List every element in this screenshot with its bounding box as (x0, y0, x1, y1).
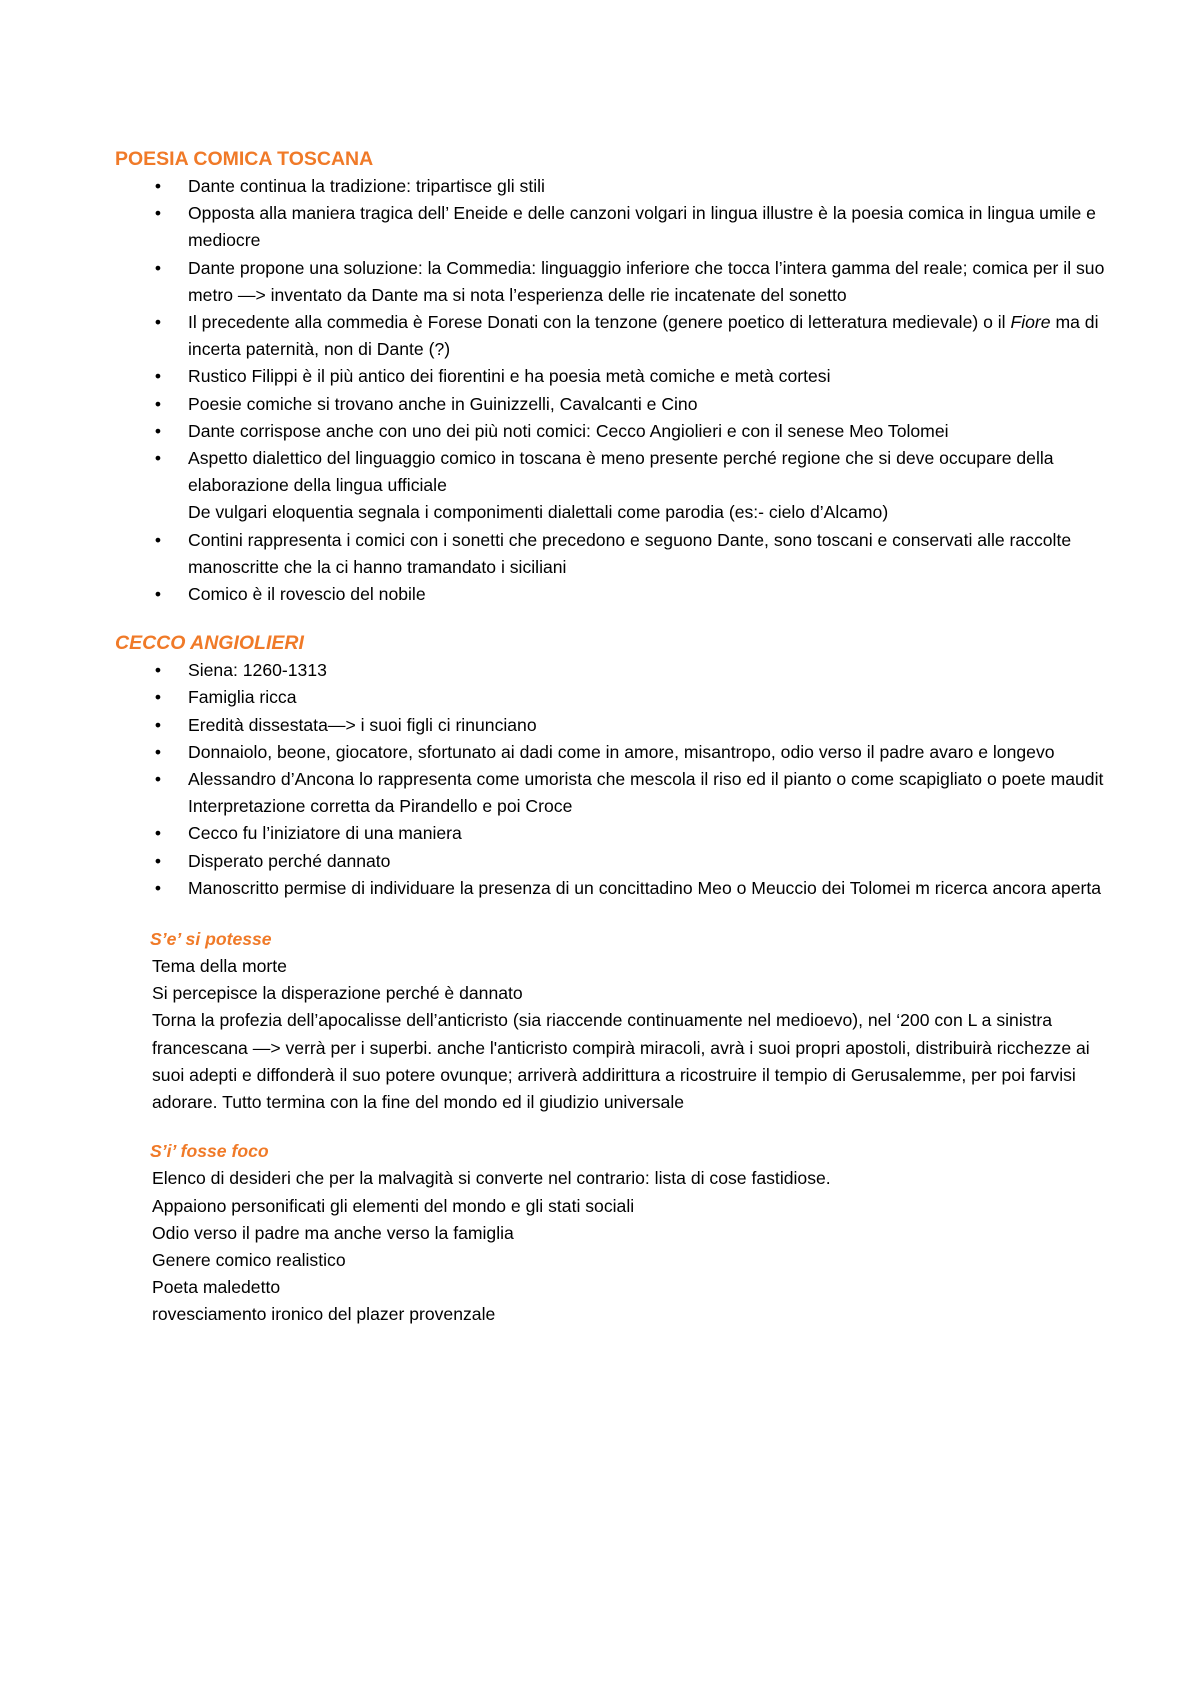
list-item-text: Dante propone una soluzione: la Commedia: linguaggio inferiore che tocca l’intera gamma del reale; comica per il suo metro —> inventato da Dante ma si nota l’esperienza delle rie incatenate del sonetto (188, 257, 1105, 305)
list-item-text: Dante corrispose anche con uno dei più noti comici: Cecco Angiolieri e con il senese Meo Tolomei (188, 420, 949, 441)
subsection-title-se-si-potesse: S’e’ si potesse (150, 929, 272, 950)
list-item (115, 445, 1105, 527)
section-title-poesia-comica: POESIA COMICA TOSCANA (115, 148, 374, 170)
paragraph-block-se-si-potesse (115, 953, 1105, 1116)
bullet-icon: • (154, 584, 162, 605)
list-item-text: Contini rappresenta i comici con i sonetti che precedono e seguono Dante, sono toscani e conservati alle raccolte manoscritte che la ci hanno tramandato i siciliani (188, 529, 1072, 577)
list-item (115, 309, 1105, 363)
list-item-text: Aspetto dialettico del linguaggio comico in toscana è meno presente perché regione che si deve occupare della elaborazione della lingua ufficiale (188, 448, 1054, 496)
paragraph-line: Appaiono personificati gli elementi del mondo e gli stati sociali (152, 1195, 635, 1216)
bullet-icon: • (154, 660, 162, 681)
list-item (115, 684, 1105, 711)
list-item (115, 527, 1105, 581)
list-item-text: Famiglia ricca (188, 687, 297, 708)
section-spacer (115, 608, 1105, 630)
list-item (115, 739, 1105, 766)
list-item-text: Comico è il rovescio del nobile (188, 584, 426, 605)
list-item-text: Rustico Filippi è il più antico dei fiorentini e ha poesia metà comiche e metà cortesi (188, 366, 831, 387)
list-item-text: Opposta alla maniera tragica dell’ Eneide e delle canzoni volgari in lingua illustre è la poesia comica in lingua umile e mediocre (188, 203, 1096, 251)
bullet-icon: • (154, 257, 162, 278)
bullet-icon: • (154, 823, 162, 844)
bullet-icon: • (154, 877, 162, 898)
bullet-icon: • (154, 741, 162, 762)
bullet-icon: • (154, 687, 162, 708)
bullet-icon: • (154, 448, 162, 469)
bullet-icon: • (154, 714, 162, 735)
list-item-text: Disperato perché dannato (188, 850, 391, 871)
list-item-continuation: Interpretazione corretta da Pirandello e poi Croce (188, 796, 573, 817)
list-item-text: Alessandro d’Ancona lo rappresenta come umorista che mescola il riso ed il pianto o come scapigliato o poete maudit (188, 769, 1104, 790)
list-item-text: Poesie comiche si trovano anche in Guinizzelli, Cavalcanti e Cino (188, 393, 698, 414)
paragraph-line: Tema della morte (152, 956, 287, 977)
list-item-text: Eredità dissestata—> i suoi figli ci rinunciano (188, 714, 537, 735)
paragraph-line: rovesciamento ironico del plazer provenzale (152, 1304, 496, 1325)
paragraph-line: Poeta maledetto (152, 1277, 281, 1298)
list-item (115, 363, 1105, 390)
paragraph-line: Torna la profezia dell’apocalisse dell’anticristo (sia riaccende continuamente nel medioevo), nel ‘200 con L a sinistra francescana —> verrà per i superbi. anche l'anticristo compirà miracoli, avrà i suoi propri apostoli, distribuirà ricchezze ai suoi adepti e diffonderà il suo potere ovunque; arriverà addirittura a ricostruire il tempio di Gerusalemme, per poi farvisi adorare. Tutto termina con la fine del mondo ed il giudizio universale (152, 1010, 1090, 1113)
section-title-cecco-angiolieri: CECCO ANGIOLIERI (115, 632, 304, 655)
list-item-text: Donnaiolo, beone, giocatore, sfortunato ai dadi come in amore, misantropo, odio verso il padre avaro e longevo (188, 741, 1055, 762)
list-item-text: Il precedente alla commedia è Forese Donati con la tenzone (genere poetico di letteratura medievale) o il (188, 312, 1011, 333)
list-item (115, 657, 1105, 684)
bullet-list-cecco-angiolieri (115, 657, 1105, 902)
bullet-icon: • (154, 769, 162, 790)
paragraph-line: Si percepisce la disperazione perché è dannato (152, 983, 523, 1004)
list-item (115, 173, 1105, 200)
list-item-text: Siena: 1260-1313 (188, 660, 327, 681)
list-item (115, 418, 1105, 445)
italic-title: Fiore (1010, 312, 1051, 333)
list-item-text: Cecco fu l’iniziatore di una maniera (188, 823, 462, 844)
list-item-text: Dante continua la tradizione: tripartisce gli stili (188, 176, 545, 196)
list-item-text: ma di incerta paternità, non di Dante (?) (188, 312, 1099, 360)
bullet-icon: • (154, 393, 162, 414)
paragraph-line: Genere comico realistico (152, 1249, 346, 1270)
list-item (115, 766, 1105, 820)
bullet-list-poesia-comica (115, 173, 1105, 608)
list-item (115, 255, 1105, 309)
list-item (115, 200, 1105, 254)
paragraph-line: Elenco di desideri che per la malvagità si converte nel contrario: lista di cose fastidiose. (152, 1168, 831, 1189)
list-item (115, 391, 1105, 418)
bullet-icon: • (154, 850, 162, 871)
bullet-icon: • (154, 176, 162, 196)
list-item (115, 581, 1105, 608)
bullet-icon: • (154, 203, 162, 224)
bullet-icon: • (154, 366, 162, 387)
paragraph-block-si-fosse-foco (115, 1165, 1105, 1328)
list-item-continuation: De vulgari eloquentia segnala i componimenti dialettali come parodia (es:- cielo d’Alcamo) (188, 502, 889, 523)
document-content (115, 146, 1105, 1329)
list-item (115, 875, 1105, 902)
bullet-icon: • (154, 312, 162, 333)
list-item (115, 712, 1105, 739)
section-spacer (115, 902, 1105, 926)
paragraph-line: Odio verso il padre ma anche verso la famiglia (152, 1222, 514, 1243)
list-item (115, 820, 1105, 847)
subsection-title-si-fosse-foco: S’i’ fosse foco (150, 1141, 269, 1162)
bullet-icon: • (154, 529, 162, 550)
list-item-text: Manoscritto permise di individuare la presenza di un concittadino Meo o Meuccio dei Tolomei m ricerca ancora aperta (188, 877, 1102, 898)
section-spacer (115, 1116, 1105, 1138)
bullet-icon: • (154, 420, 162, 441)
list-item (115, 848, 1105, 875)
